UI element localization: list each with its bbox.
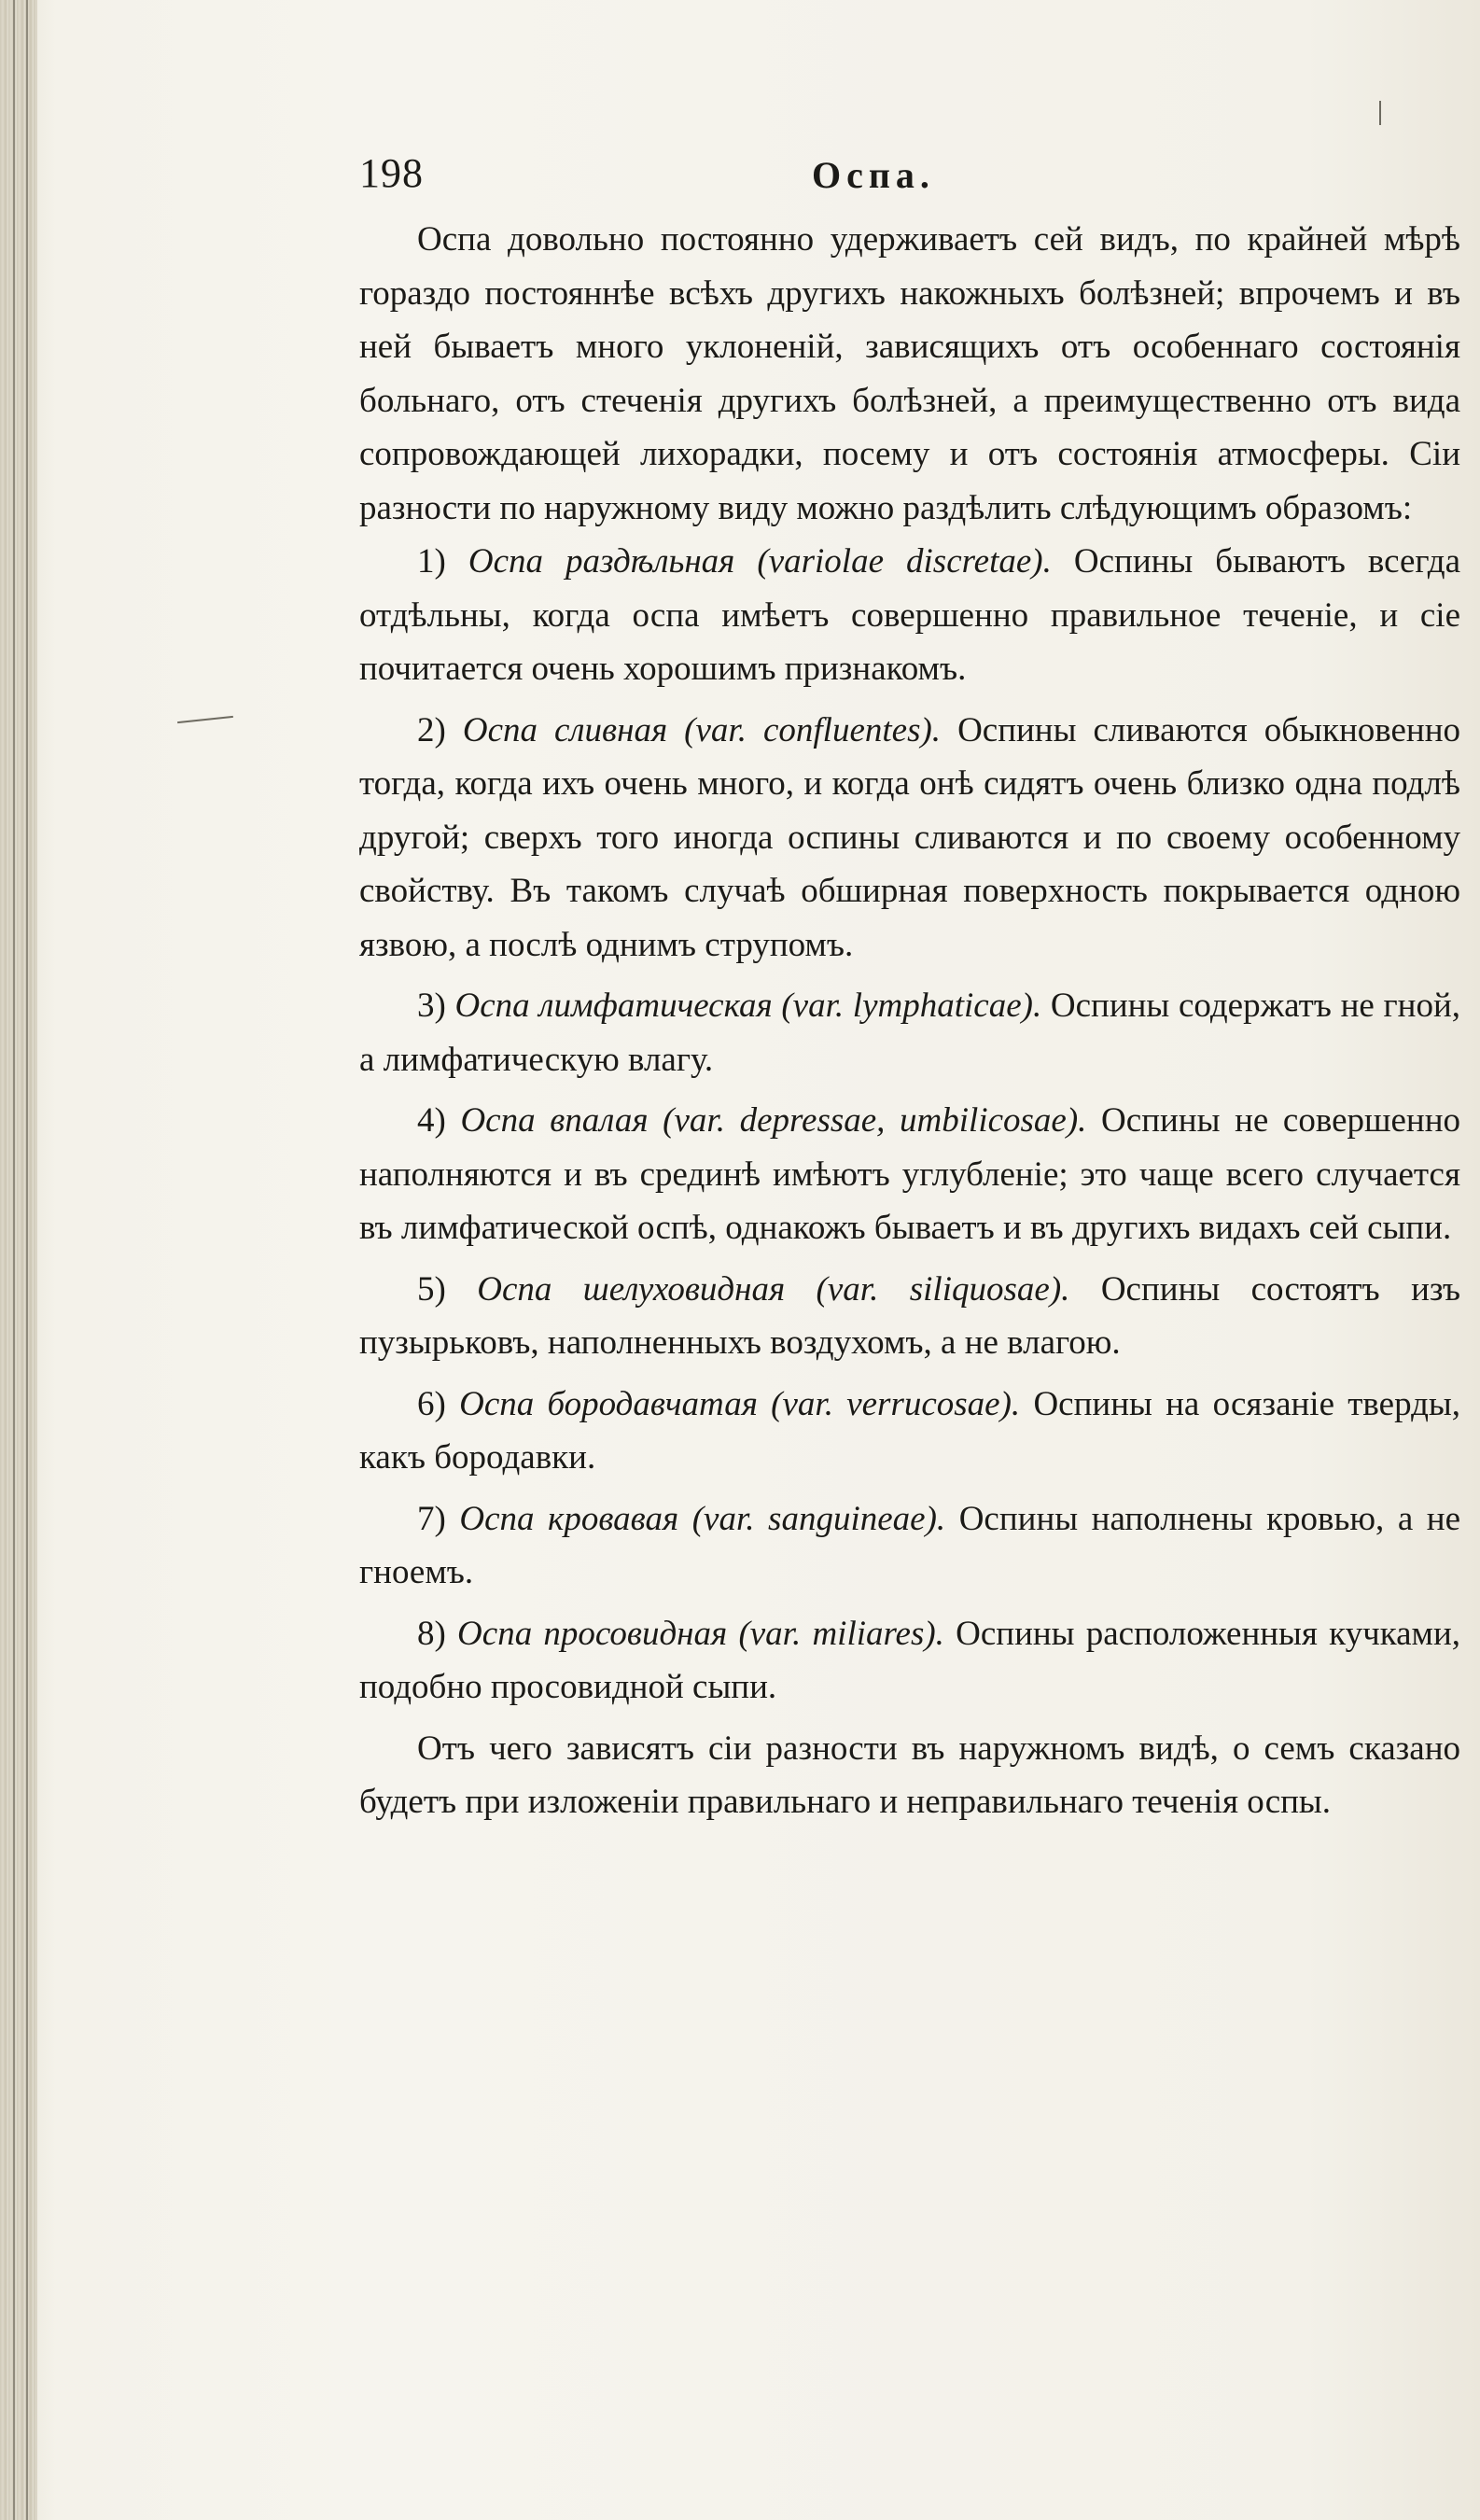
list-item xyxy=(359,1492,1460,1600)
item-number: 4) xyxy=(417,1101,446,1140)
item-number: 2) xyxy=(417,710,446,749)
ink-speck xyxy=(1379,101,1381,125)
item-term: Оспа бородавчатая (var. verrucosae). xyxy=(459,1384,1021,1423)
item-text: Оспины бываютъ всегда отдѣльны, когда оспа имѣетъ совершенно правильное теченіе, и сіе почитается очень хорошимъ признакомъ. xyxy=(359,542,1460,688)
item-term: Оспа лимфатическая (var. lymphaticae). xyxy=(454,987,1042,1025)
closing-paragraph xyxy=(359,1722,1460,1829)
item-text: Оспины сливаются обыкновенно тогда, когда ихъ очень много, и когда онѣ сидятъ очень близко одна подлѣ другой; сверхъ того иногда оспины сливаются и по своему особенному свойству. Въ такомъ случаѣ обширная поверхность покрывается одною язвою, а послѣ однимъ струпомъ. xyxy=(359,710,1461,964)
ink-speck xyxy=(177,716,233,723)
item-number: 8) xyxy=(417,1614,446,1653)
item-number: 6) xyxy=(417,1384,446,1423)
list-item xyxy=(359,979,1460,1086)
item-number: 1) xyxy=(417,542,446,581)
paragraph-text: Оспа довольно постоянно удерживаетъ сей видъ, по крайней мѣрѣ гораздо постояннѣе всѣхъ другихъ накожныхъ болѣзней; впрочемъ и въ ней бываетъ много уклоненій, зависящихъ отъ особеннаго состоянія больнаго, отъ стеченія другихъ болѣзней, а преимущественно отъ вида сопровождающей лихорадки, посему и отъ состоянія атмосферы. Сіи разности по наружному виду можно раздѣлить слѣдующимъ образомъ: xyxy=(359,220,1460,527)
paragraph-text: Отъ чего зависятъ сіи разности въ наружномъ видѣ, о семъ сказано будетъ при изложеніи правильнаго и неправильнаго теченія оспы. xyxy=(359,1729,1460,1821)
list-item xyxy=(359,1378,1460,1485)
list-item xyxy=(359,535,1460,696)
page-number: 198 xyxy=(359,150,424,196)
item-text: Оспины состоятъ изъ пузырьковъ, наполненныхъ воздухомъ, а не влагою. xyxy=(359,1269,1461,1362)
item-term: Оспа раздѣльная (variolae discretae). xyxy=(468,542,1052,581)
binding-line xyxy=(26,0,28,2520)
running-title: Оспа. xyxy=(812,154,935,196)
item-number: 7) xyxy=(417,1499,446,1538)
binding-line xyxy=(13,0,15,2520)
list-item xyxy=(359,1607,1460,1715)
list-item xyxy=(359,1094,1460,1255)
page-header xyxy=(359,149,1474,205)
item-text: Оспины наполнены кровью, а не гноемъ. xyxy=(359,1499,1461,1591)
item-text: Оспины не совершенно наполняются и въ срединѣ имѣютъ углубленіе; это чаще всего случается въ лимфатической оспѣ, однакожъ бываетъ и въ другихъ видахъ сей сыпи. xyxy=(359,1101,1461,1247)
item-number: 3) xyxy=(417,987,446,1025)
item-term: Оспа впалая (var. depressae, umbilicosae). xyxy=(460,1101,1087,1140)
list-item xyxy=(359,1263,1460,1370)
item-text: Оспины расположенныя кучками, подобно просовидной сыпи. xyxy=(359,1614,1461,1706)
item-text: Оспины на осязаніе тверды, какъ бородавки. xyxy=(359,1384,1461,1477)
intro-paragraph xyxy=(359,213,1460,535)
item-number: 5) xyxy=(417,1269,446,1309)
item-text: Оспины содержатъ не гной, а лимфатическую влагу. xyxy=(359,987,1461,1079)
item-term: Оспа кровавая (var. sanguineae). xyxy=(459,1499,946,1538)
item-term: Оспа шелуховидная (var. siliquosae). xyxy=(477,1269,1070,1309)
item-term: Оспа просовидная (var. miliares). xyxy=(457,1614,944,1653)
body-text xyxy=(359,213,1460,1829)
list-item xyxy=(359,704,1460,973)
item-term: Оспа сливная (var. confluentes). xyxy=(462,710,942,749)
binding-gutter xyxy=(0,0,37,2520)
